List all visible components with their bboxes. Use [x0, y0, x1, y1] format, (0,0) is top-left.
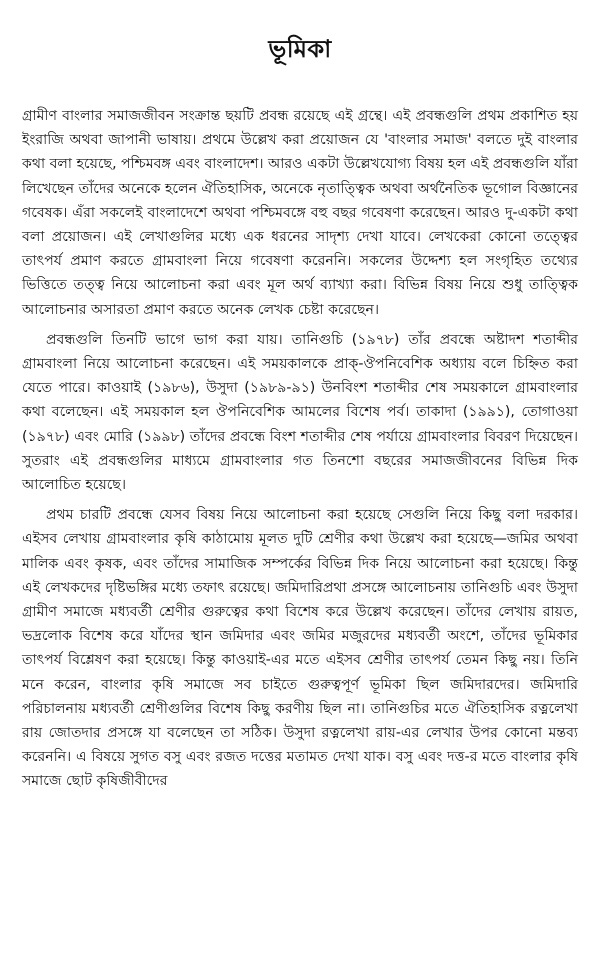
paragraph-2: প্রবন্ধগুলি তিনটি ভাগে ভাগ করা যায়। তানিগুচি (১৯৭৮) তাঁর প্রবন্ধে অষ্টাদশ শতাব্দীর গ্রামবাংলা নিয়ে আলোচনা করেছেন। এই সময়কালকে প্রাক্-ঔপনিবেশিক অধ্যায় বলে চিহ্নিত করা যেতে পারে। কাওয়াই (১৯৮৬), উসুদা (১৯৮৯-৯১) উনবিংশ শতাব্দীর শেষ সময়কালে গ্রামবাংলার কথা বলেছেন। এই সময়কাল হল ঔপনিবেশিক আমলের বিশেষ পর্ব। তাকাদা (১৯৯১), তোগাওয়া (১৯৭৮) এবং মোরি (১৯৯৮) তাঁদের প্রবন্ধে বিংশ শতাব্দীর শেষ পর্যায়ে গ্রামবাংলার বিবরণ দিয়েছেন। সুতরাং এই প্রবন্ধগুলির মাধ্যমে গ্রামবাংলার গত তিনশো বছরের সমাজজীবনের বিভিন্ন দিক আলোচিত হয়েছে। [22, 331, 578, 494]
paragraph-1: গ্রামীণ বাংলার সমাজজীবন সংক্রান্ত ছয়টি প্রবন্ধ রয়েছে এই গ্রন্থে। এই প্রবন্ধগুলি প্রথম প্রকাশিত হয় ইংরাজি অথবা জাপানী ভাষায়। প্রথমে উল্লেখ করা প্রয়োজন যে 'বাংলার সমাজ' বলতে দুই বাংলার কথা বলা হয়েছে, পশ্চিমবঙ্গ এবং বাংলাদেশ। আরও একটা উল্লেখযোগ্য বিষয় হল এই প্রবন্ধগুলি যাঁরা লিখেছেন তাঁদের অনেকে হলেন ঐতিহাসিক, অনেকে নৃতাত্ত্বিক অথবা অর্থনৈতিক ভূগোল বিজ্ঞানের গবেষক। এঁরা সকলেই বাংলাদেশে অথবা পশ্চিমবঙ্গে বহু বছর গবেষণা করেছেন। আরও দু-একটা কথা বলা প্রয়োজন। এই লেখাগুলির মধ্যে এক ধরনের সাদৃশ্য দেখা যাবে। লেখকেরা কোনো তত্ত্বের তাৎপর্য প্রমাণ করতে গ্রামবাংলা নিয়ে গবেষণা করেননি। সকলের উদ্দেশ্য হল সংগৃহিত তথ্যের ভিত্তিতে তত্ত্ব নিয়ে আলোচনা করা এবং মূল অর্থ ব্যাখ্যা করা। বিভিন্ন বিষয় নিয়ে শুধু তাত্ত্বিক আলোচনার অসারতা প্রমাণ করতে অনেক লেখক চেষ্টা করেছেন। [22, 108, 578, 318]
page-title: ভূমিকা [268, 35, 332, 63]
paragraph-3: প্রথম চারটি প্রবন্ধে যেসব বিষয় নিয়ে আলোচনা করা হয়েছে সেগুলি নিয়ে কিছু বলা দরকার। এইসব লেখায় গ্রামবাংলার কৃষি কাঠামোয় মূলত দুটি শ্রেণীর কথা উল্লেখ করা হয়েছে—জমির অথবা মালিক এবং কৃষক, এবং তাঁদের সামাজিক সম্পর্কের বিভিন্ন দিক নিয়ে আলোচনা করা হয়েছে। কিন্তু এই লেখকদের দৃষ্টিভঙ্গির মধ্যে তফাৎ রয়েছে। জমিদারিপ্রথা প্রসঙ্গে আলোচনায় তানিগুচি এবং উসুদা গ্রামীণ সমাজে মধ্যবর্তী শ্রেণীর গুরুত্বের কথা বিশেষ করে উল্লেখ করেছেন। তাঁদের লেখায় রায়ত, ভদ্রলোক বিশেষ করে যাঁদের স্থান জমিদার এবং জমির মজুরদের মধ্যবর্তী অংশে, তাঁদের ভূমিকার তাৎপর্য বিশ্লেষণ করা হয়েছে। কিন্তু কাওয়াই-এর মতে এইসব শ্রেণীর তাৎপর্য তেমন কিছু নয়। তিনি মনে করেন, বাংলার কৃষি সমাজে সব চাইতে গুরুত্বপূর্ণ ভূমিকা ছিল জমিদারদের। জমিদারি পরিচালনায় মধ্যবর্তী শ্রেণীগুলির বিশেষ কিছু করণীয় ছিল না। তানিগুচির মতে ঐতিহাসিক রত্নলেখা রায় জোতদার প্রসঙ্গে যা বলেছেন তা সঠিক। উসুদা রত্নলেখা রায়-এর লেখার উপর কোনো মন্তব্য করেননি। এ বিষয়ে সুগত বসু এবং রজত দত্তের মতামত দেখা যাক। বসু এবং দত্ত-র মতে বাংলার কৃষি সমাজে ছোট কৃষিজীবীদের [22, 507, 578, 790]
